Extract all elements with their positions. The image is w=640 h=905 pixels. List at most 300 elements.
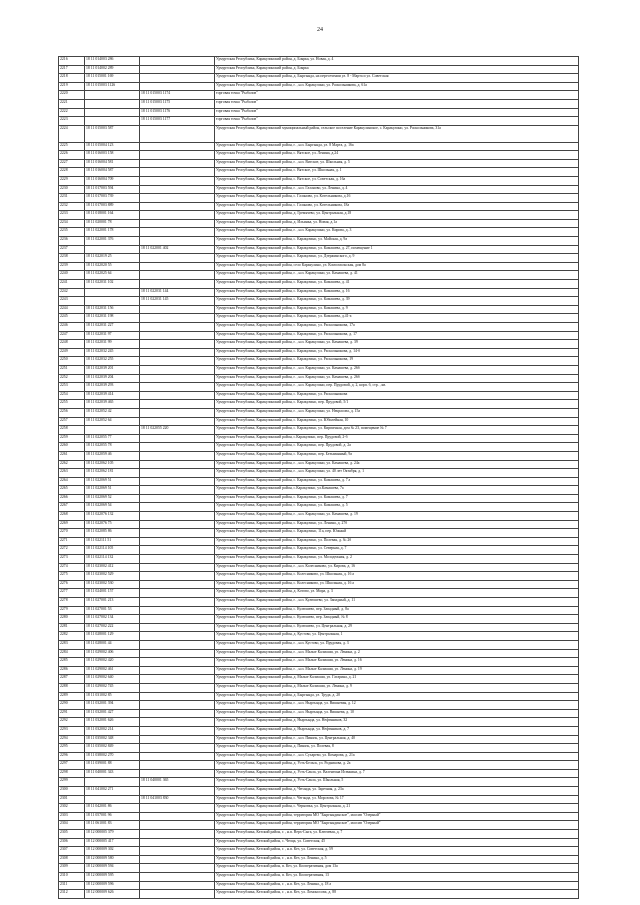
address-cell: Удмуртская Республика, Каракулинский район, с. Каракулино, ул. Камашева, д. 5 bbox=[215, 503, 579, 512]
secondary-cadastral-cell bbox=[140, 683, 215, 692]
address-cell: Удмуртская Республика, Каракулинский район, с. Каракулино, ул. Камашева, д. 27, помещение 1 bbox=[215, 245, 579, 254]
address-cell: Удмуртская Республика, Каракулинский район, д. Усть-Сакла, ул. Школьная, 5 bbox=[215, 778, 579, 787]
table-row bbox=[59, 211, 579, 220]
table-row bbox=[59, 537, 579, 546]
address-cell: Удмуртская Республика, Каракулинский район, с. Кулюшево, ул. Центральная, д. 29 bbox=[215, 623, 579, 632]
address-cell: Удмуртская Республика, Кезский район, г. , н.п. Кез, ул. Ленина, д. 18 а bbox=[215, 881, 579, 890]
cadastral-number-cell: 18 11 015004 123 bbox=[85, 142, 140, 151]
cadastral-number-cell: 18 11 039001 88 bbox=[85, 761, 140, 770]
address-cell: Удмуртская Республика, Кезский район, г. , н.п. Верх-Сыга, ул. Ключевая, д. 7 bbox=[215, 830, 579, 839]
cadastral-number-cell: 18 11 022039 201 bbox=[85, 365, 140, 374]
secondary-cadastral-cell bbox=[140, 340, 215, 349]
registry-table-body bbox=[59, 57, 579, 899]
secondary-cadastral-cell bbox=[140, 391, 215, 400]
cadastral-number-cell: 18 11 017003 594 bbox=[85, 185, 140, 194]
secondary-cadastral-cell bbox=[140, 821, 215, 830]
table-row bbox=[59, 365, 579, 374]
row-number-cell: 2278 bbox=[59, 598, 85, 607]
row-number-cell: 2296 bbox=[59, 752, 85, 761]
row-number-cell: 2219 bbox=[59, 82, 85, 91]
cadastral-number-cell: 18 12 000009 594 bbox=[85, 864, 140, 873]
address-cell: Удмуртская Республика, Каракулинский район, с. Каракулино, ул. Камашева, д. 7 bbox=[215, 494, 579, 503]
address-cell: Удмуртская Республика, Каракулинский район, с. Каракулино, ул. Северная, д. 7 bbox=[215, 546, 579, 555]
table-row bbox=[59, 572, 579, 581]
secondary-cadastral-cell bbox=[140, 185, 215, 194]
secondary-cadastral-cell bbox=[140, 752, 215, 761]
cadastral-number-cell: 18 12 000009 626 bbox=[85, 890, 140, 899]
cadastral-number-cell: 18 11 022114 105 bbox=[85, 546, 140, 555]
cadastral-number-cell: 18 11 028001 44 bbox=[85, 640, 140, 649]
row-number-cell: 2295 bbox=[59, 744, 85, 753]
row-number-cell: 2281 bbox=[59, 623, 85, 632]
cadastral-number-cell bbox=[85, 288, 140, 297]
cadastral-number-cell: 18 11 022062 181 bbox=[85, 469, 140, 478]
address-cell: Удмуртская Республика, Кезский район, п. Кез, ул. Кооперативная, 13 bbox=[215, 873, 579, 882]
secondary-cadastral-cell bbox=[140, 735, 215, 744]
address-cell: Удмуртская Республика, Каракулинский район, д. Малые Калмаши, ул. Ленина, д. 9 bbox=[215, 683, 579, 692]
secondary-cadastral-cell bbox=[140, 537, 215, 546]
secondary-cadastral-cell bbox=[140, 812, 215, 821]
address-cell: торговая точка "Рыболов" bbox=[215, 91, 579, 100]
secondary-cadastral-cell bbox=[140, 632, 215, 641]
secondary-cadastral-cell bbox=[140, 159, 215, 168]
secondary-cadastral-cell bbox=[140, 572, 215, 581]
secondary-cadastral-cell: 18 11 015003 1174 bbox=[140, 91, 215, 100]
table-row bbox=[59, 469, 579, 478]
table-row bbox=[59, 348, 579, 357]
row-number-cell: 2221 bbox=[59, 99, 85, 108]
row-number-cell: 2253 bbox=[59, 383, 85, 392]
address-cell: Удмуртская Республика, Каракулинский район, г. , н.п. Ныргында, ул. Вишнева, д. 10 bbox=[215, 709, 579, 718]
address-cell: Удмуртская Республика, Каракулинский район, с. Каракулино, ул. Раскольникова, 17а bbox=[215, 323, 579, 332]
row-number-cell: 2226 bbox=[59, 151, 85, 160]
row-number-cell: 2223 bbox=[59, 117, 85, 126]
secondary-cadastral-cell bbox=[140, 176, 215, 185]
row-number-cell: 2271 bbox=[59, 537, 85, 546]
cadastral-number-cell: 18 11 032002 214 bbox=[85, 726, 140, 735]
row-number-cell: 2302 bbox=[59, 804, 85, 813]
address-cell: Удмуртская Республика, Каракулинский район, г. , н.п. Ныргында, ул. Вишневая, д. 12 bbox=[215, 701, 579, 710]
cadastral-number-cell: 18 11 022001 178 bbox=[85, 228, 140, 237]
row-number-cell: 2220 bbox=[59, 91, 85, 100]
cadastral-number-cell: 18 11 035002 348 bbox=[85, 735, 140, 744]
cadastral-number-cell bbox=[85, 108, 140, 117]
table-row bbox=[59, 847, 579, 856]
row-number-cell: 2256 bbox=[59, 408, 85, 417]
address-cell: Удмуртская Республика, Каракулинский район, д. Усть-Сакла, ул. Валентина Исенкина, д. 7 bbox=[215, 769, 579, 778]
address-cell: Удмуртская Республика, Каракулинский район, территория МО "Быргындинское", массив "Озерный" bbox=[215, 812, 579, 821]
secondary-cadastral-cell bbox=[140, 211, 215, 220]
address-cell: торговая точка "Рыболов" bbox=[215, 117, 579, 126]
table-row bbox=[59, 460, 579, 469]
cadastral-number-cell bbox=[85, 778, 140, 787]
row-number-cell: 2270 bbox=[59, 529, 85, 538]
table-row bbox=[59, 426, 579, 435]
cadastral-number-cell: 18 11 023002 412 bbox=[85, 563, 140, 572]
row-number-cell: 2269 bbox=[59, 520, 85, 529]
row-number-cell: 2222 bbox=[59, 108, 85, 117]
table-row bbox=[59, 649, 579, 658]
row-number-cell: 2286 bbox=[59, 666, 85, 675]
secondary-cadastral-cell bbox=[140, 563, 215, 572]
address-cell: торговая точка "Рыболов" bbox=[215, 108, 579, 117]
table-row bbox=[59, 99, 579, 108]
table-row bbox=[59, 237, 579, 246]
address-cell: Удмуртская Республика, Каракулинский район, с. Кулюшево, пер. Западный, № 8 bbox=[215, 615, 579, 624]
row-number-cell: 2274 bbox=[59, 563, 85, 572]
table-row bbox=[59, 323, 579, 332]
address-cell: Удмуртская Республика, Каракулинский район, с. Каракулино, ул. Камашева, д. 7 а bbox=[215, 477, 579, 486]
address-cell: Удмуртская Республика, Каракулинский район, г. , н.п. Каракулино, ул. Камашева, д. 19 bbox=[215, 512, 579, 521]
row-number-cell: 2247 bbox=[59, 331, 85, 340]
table-row bbox=[59, 383, 579, 392]
row-number-cell: 2263 bbox=[59, 469, 85, 478]
table-row bbox=[59, 443, 579, 452]
cadastral-number-cell: 18 11 022039 465 bbox=[85, 400, 140, 409]
cadastral-number-cell: 18 11 042001 86 bbox=[85, 804, 140, 813]
table-row bbox=[59, 864, 579, 873]
table-row bbox=[59, 176, 579, 185]
secondary-cadastral-cell bbox=[140, 838, 215, 847]
secondary-cadastral-cell bbox=[140, 443, 215, 452]
row-number-cell: 2259 bbox=[59, 434, 85, 443]
cadastral-number-cell: 18 11 022031 99 bbox=[85, 340, 140, 349]
table-row bbox=[59, 873, 579, 882]
secondary-cadastral-cell bbox=[140, 640, 215, 649]
row-number-cell: 2265 bbox=[59, 486, 85, 495]
secondary-cadastral-cell bbox=[140, 254, 215, 263]
table-row bbox=[59, 82, 579, 91]
row-number-cell: 2310 bbox=[59, 873, 85, 882]
row-number-cell: 2293 bbox=[59, 726, 85, 735]
secondary-cadastral-cell: 18 11 015003 1177 bbox=[140, 117, 215, 126]
table-row bbox=[59, 675, 579, 684]
table-row bbox=[59, 512, 579, 521]
cadastral-number-cell: 18 11 022069 54 bbox=[85, 503, 140, 512]
cadastral-number-cell: 18 12 000005 417 bbox=[85, 838, 140, 847]
secondary-cadastral-cell bbox=[140, 228, 215, 237]
secondary-cadastral-cell bbox=[140, 787, 215, 796]
address-cell: Удмуртская Республика, Каракулинский муниципальный район, сельское поселение Каракулинское, с. Каракулино, ул. Раскольникова, 31а bbox=[215, 125, 579, 142]
cadastral-number-cell: 18 11 022025 64 bbox=[85, 271, 140, 280]
address-cell: Удмуртская Республика, Кезский район, г. , н.п. Кез, ул. Советская, д. 59 bbox=[215, 847, 579, 856]
cadastral-number-cell: 18 11 022055 78 bbox=[85, 443, 140, 452]
cadastral-number-cell: 18 11 014003 286 bbox=[85, 57, 140, 66]
row-number-cell: 2236 bbox=[59, 237, 85, 246]
secondary-cadastral-cell: 18 11 022055 220 bbox=[140, 426, 215, 435]
secondary-cadastral-cell bbox=[140, 151, 215, 160]
row-number-cell: 2297 bbox=[59, 761, 85, 770]
row-number-cell: 2303 bbox=[59, 812, 85, 821]
table-row bbox=[59, 718, 579, 727]
address-cell: Удмуртская Республика, Каракулинский район, г. , н.п. Малые Калмаши, ул. Ленина, д. 2 bbox=[215, 649, 579, 658]
address-cell: Удмуртская Республика, Каракулинский район, г. , н.п. Колесниково, ул. Кирова, д. 16 bbox=[215, 563, 579, 572]
secondary-cadastral-cell bbox=[140, 589, 215, 598]
address-cell: Удмуртская Республика, Каракулинский район, д. Усть-Бельск, ул. Родникова, д. 2а bbox=[215, 761, 579, 770]
table-row bbox=[59, 340, 579, 349]
secondary-cadastral-cell bbox=[140, 649, 215, 658]
secondary-cadastral-cell bbox=[140, 615, 215, 624]
cadastral-number-cell bbox=[85, 426, 140, 435]
table-row bbox=[59, 821, 579, 830]
cadastral-number-cell: 18 11 040001 343 bbox=[85, 769, 140, 778]
secondary-cadastral-cell bbox=[140, 512, 215, 521]
secondary-cadastral-cell bbox=[140, 469, 215, 478]
row-number-cell: 2238 bbox=[59, 254, 85, 263]
cadastral-number-cell bbox=[85, 99, 140, 108]
secondary-cadastral-cell: 18 11 022031 145 bbox=[140, 297, 215, 306]
table-row bbox=[59, 185, 579, 194]
row-number-cell: 2227 bbox=[59, 159, 85, 168]
cadastral-number-cell: 18 11 061001 83 bbox=[85, 821, 140, 830]
address-cell: Удмуртская Республика, Каракулинский район, г. , н.п. Каракулино, ул. Некрасова, д. 15а bbox=[215, 408, 579, 417]
row-number-cell: 2309 bbox=[59, 864, 85, 873]
address-cell: Удмуртская Республика, Кезский район, г. , н.п. Кез, ул. Ломоносова, д. 88 bbox=[215, 890, 579, 899]
table-row bbox=[59, 555, 579, 564]
address-cell: Удмуртская Республика, Каракулинский район, д. Кустово, ул. Центральная, 1 bbox=[215, 632, 579, 641]
table-row bbox=[59, 666, 579, 675]
table-row bbox=[59, 546, 579, 555]
cadastral-number-cell: 18 11 031002 85 bbox=[85, 692, 140, 701]
secondary-cadastral-cell bbox=[140, 580, 215, 589]
cadastral-number-cell: 18 11 022031 102 bbox=[85, 280, 140, 289]
table-row bbox=[59, 202, 579, 211]
secondary-cadastral-cell bbox=[140, 606, 215, 615]
secondary-cadastral-cell bbox=[140, 82, 215, 91]
table-row bbox=[59, 159, 579, 168]
row-number-cell: 2216 bbox=[59, 57, 85, 66]
address-cell: Удмуртская Республика, Каракулинский район, д. Боярка bbox=[215, 65, 579, 74]
row-number-cell: 2306 bbox=[59, 838, 85, 847]
table-row bbox=[59, 778, 579, 787]
cadastral-number-cell: 18 11 022039 293 bbox=[85, 383, 140, 392]
cadastral-number-cell: 18 11 024001 157 bbox=[85, 589, 140, 598]
address-cell: Удмуртская Республика, Каракулинский район, д. Гремячево, ул. Центральная, д.18 bbox=[215, 211, 579, 220]
table-row bbox=[59, 391, 579, 400]
table-row bbox=[59, 632, 579, 641]
table-row bbox=[59, 297, 579, 306]
row-number-cell: 2266 bbox=[59, 494, 85, 503]
row-number-cell: 2312 bbox=[59, 890, 85, 899]
address-cell: Удмуртская Республика, Каракулинский район, г. , н.п. Малые Калмаши, ул. Ленина, д. 19 bbox=[215, 666, 579, 675]
secondary-cadastral-cell bbox=[140, 623, 215, 632]
table-row bbox=[59, 288, 579, 297]
row-number-cell: 2279 bbox=[59, 606, 85, 615]
address-cell: Удмуртская Республика, Каракулинский район, д. Малые Калмаши, ул. Гагарина, д. 21 bbox=[215, 675, 579, 684]
cadastral-number-cell: 18 11 015003 1126 bbox=[85, 82, 140, 91]
cadastral-number-cell: 18 11 022001 376 bbox=[85, 237, 140, 246]
row-number-cell: 2251 bbox=[59, 365, 85, 374]
row-number-cell: 2217 bbox=[59, 65, 85, 74]
secondary-cadastral-cell: 18 11 022001 402 bbox=[140, 245, 215, 254]
row-number-cell: 2298 bbox=[59, 769, 85, 778]
table-row bbox=[59, 520, 579, 529]
secondary-cadastral-cell bbox=[140, 125, 215, 142]
row-number-cell: 2261 bbox=[59, 451, 85, 460]
cadastral-number-cell: 18 11 032001 427 bbox=[85, 709, 140, 718]
row-number-cell: 2282 bbox=[59, 632, 85, 641]
cadastral-number-cell: 18 11 027001 53 bbox=[85, 606, 140, 615]
row-number-cell: 2288 bbox=[59, 683, 85, 692]
cadastral-number-cell: 18 11 022076 132 bbox=[85, 512, 140, 521]
cadastral-number-cell: 18 11 022031 97 bbox=[85, 331, 140, 340]
table-row bbox=[59, 477, 579, 486]
address-cell: Удмуртская Республика, Каракулинский район, с.Каракулино, ул.Камашева, 7а bbox=[215, 486, 579, 495]
cadastral-number-cell: 18 11 016004 709 bbox=[85, 176, 140, 185]
secondary-cadastral-cell bbox=[140, 675, 215, 684]
row-number-cell: 2277 bbox=[59, 589, 85, 598]
address-cell: Удмуртская Республика, Каракулинский район, д. Ныргында, ул. Нефтяников, д. 7 bbox=[215, 726, 579, 735]
secondary-cadastral-cell bbox=[140, 718, 215, 727]
address-cell: Удмуртская Республика, Каракулинский район, с. Каракулино, ул. Ленина, д. 27б bbox=[215, 520, 579, 529]
address-cell: Удмуртская Республика, Каракулинский район, с. Каракулино, пер. Прудовой, 5/1 bbox=[215, 400, 579, 409]
secondary-cadastral-cell bbox=[140, 451, 215, 460]
address-cell: Удмуртская Республика, Каракулинский район, д. Котово, ул. Мира, д. 3 bbox=[215, 589, 579, 598]
address-cell: Удмуртская Республика, Каракулинский район, с. Вятское, ул. Ленина, д.24 bbox=[215, 151, 579, 160]
secondary-cadastral-cell bbox=[140, 400, 215, 409]
cadastral-number-cell: 18 11 016003 158 bbox=[85, 151, 140, 160]
row-number-cell: 2225 bbox=[59, 142, 85, 151]
address-cell: Удмуртская Республика, Каракулинский район, с. Каракулино, 11а, пер. Южный bbox=[215, 529, 579, 538]
address-cell: Удмуртская Республика, Каракулинский район, г. , н.п. Быргында, ул. 8 Марта, д. 16а bbox=[215, 142, 579, 151]
cadastral-number-cell: 18 11 016004 581 bbox=[85, 159, 140, 168]
address-cell: Удмуртская Республика, Каракулинский район, с. Каракулино, ул. Кирпичная, дом № 23, помещение № 7 bbox=[215, 426, 579, 435]
cadastral-number-cell: 18 11 017003 889 bbox=[85, 202, 140, 211]
cadastral-number-cell: 18 11 020001 78 bbox=[85, 219, 140, 228]
table-row bbox=[59, 787, 579, 796]
row-number-cell: 2229 bbox=[59, 176, 85, 185]
address-cell: Удмуртская Республика, Каракулинский район, с. Каракулино, ул. Камашева, д.41-а bbox=[215, 314, 579, 323]
secondary-cadastral-cell bbox=[140, 331, 215, 340]
table-row bbox=[59, 855, 579, 864]
table-row bbox=[59, 658, 579, 667]
row-number-cell: 2234 bbox=[59, 219, 85, 228]
secondary-cadastral-cell bbox=[140, 365, 215, 374]
row-number-cell: 2283 bbox=[59, 640, 85, 649]
row-number-cell: 2301 bbox=[59, 795, 85, 804]
cadastral-number-cell: 18 11 022032 245 bbox=[85, 348, 140, 357]
secondary-cadastral-cell bbox=[140, 666, 215, 675]
table-row bbox=[59, 726, 579, 735]
table-row bbox=[59, 142, 579, 151]
table-row bbox=[59, 795, 579, 804]
cadastral-number-cell: 18 11 022076 75 bbox=[85, 520, 140, 529]
row-number-cell: 2276 bbox=[59, 580, 85, 589]
cadastral-number-cell bbox=[85, 91, 140, 100]
table-row bbox=[59, 65, 579, 74]
cadastral-number-cell: 18 11 027002 134 bbox=[85, 615, 140, 624]
address-cell: Удмуртская Республика, Каракулинский район, с. Каракулино, ул. Раскольникова, д. 14-б bbox=[215, 348, 579, 357]
secondary-cadastral-cell bbox=[140, 658, 215, 667]
secondary-cadastral-cell: 18 11 015003 1175 bbox=[140, 99, 215, 108]
cadastral-number-cell: 18 11 022055 77 bbox=[85, 434, 140, 443]
cadastral-number-cell: 18 11 022085 86 bbox=[85, 529, 140, 538]
secondary-cadastral-cell bbox=[140, 142, 215, 151]
table-row bbox=[59, 314, 579, 323]
row-number-cell: 2275 bbox=[59, 572, 85, 581]
table-row bbox=[59, 434, 579, 443]
secondary-cadastral-cell bbox=[140, 692, 215, 701]
table-row bbox=[59, 117, 579, 126]
cadastral-number-cell: 18 11 022062 105 bbox=[85, 460, 140, 469]
secondary-cadastral-cell bbox=[140, 890, 215, 899]
table-row bbox=[59, 563, 579, 572]
row-number-cell: 2258 bbox=[59, 426, 85, 435]
address-cell: Удмуртская Республика, Каракулинский район, с. Каракулино, ул. Раскольникова bbox=[215, 391, 579, 400]
cadastral-number-cell: 18 11 032001 626 bbox=[85, 718, 140, 727]
cadastral-number-cell: 18 12 000005 379 bbox=[85, 830, 140, 839]
secondary-cadastral-cell bbox=[140, 271, 215, 280]
table-row bbox=[59, 74, 579, 83]
cadastral-number-cell: 18 12 000009 596 bbox=[85, 881, 140, 890]
address-cell: Удмуртская Республика, Каракулинский район, г. , н.п. Каракулино, ул. 40 лет Октября, д. 1 bbox=[215, 469, 579, 478]
row-number-cell: 2294 bbox=[59, 735, 85, 744]
table-row bbox=[59, 168, 579, 177]
table-row bbox=[59, 228, 579, 237]
row-number-cell: 2304 bbox=[59, 821, 85, 830]
table-row bbox=[59, 357, 579, 366]
address-cell: Удмуртская Республика, Каракулинский район, г. , н.п. Каракулино, ул. Камашева, д. 26б bbox=[215, 374, 579, 383]
row-number-cell: 2289 bbox=[59, 692, 85, 701]
cadastral-number-cell: 18 11 022111 51 bbox=[85, 537, 140, 546]
address-cell: Удмуртская Республика, Каракулинский район, г. , н.п. Каракулино, пер. Прудовой, д. 2, корп. б, стр. , кв. bbox=[215, 383, 579, 392]
row-number-cell: 2228 bbox=[59, 168, 85, 177]
cadastral-number-cell: 18 11 057001 96 bbox=[85, 812, 140, 821]
cadastral-number-cell: 18 11 022039 414 bbox=[85, 391, 140, 400]
cadastral-number-cell: 18 11 029002 406 bbox=[85, 649, 140, 658]
cadastral-number-cell: 18 11 029002 745 bbox=[85, 683, 140, 692]
row-number-cell: 2260 bbox=[59, 443, 85, 452]
table-row bbox=[59, 125, 579, 142]
secondary-cadastral-cell bbox=[140, 348, 215, 357]
address-cell: Удмуртская Республика, Кезский район, п. Кез, ул. Кооперативная, дом 13а bbox=[215, 864, 579, 873]
row-number-cell: 2244 bbox=[59, 305, 85, 314]
secondary-cadastral-cell bbox=[140, 761, 215, 770]
secondary-cadastral-cell bbox=[140, 374, 215, 383]
table-row bbox=[59, 451, 579, 460]
address-cell: Удмуртская Республика, Каракулинский район, г. , н.п. Кулюшево, ул. Западный, д. 11 bbox=[215, 598, 579, 607]
address-cell: Удмуртская Республика, Каракулинский район, г. , н.п. Каракулино, ул. Камашева, д. 41 bbox=[215, 271, 579, 280]
row-number-cell: 2230 bbox=[59, 185, 85, 194]
cadastral-number-cell: 18 11 041002 271 bbox=[85, 787, 140, 796]
address-cell: Удмуртская Республика, Каракулинский район, д. Ильинка, ул. Новая, д.1а bbox=[215, 219, 579, 228]
table-row bbox=[59, 151, 579, 160]
table-row bbox=[59, 838, 579, 847]
address-cell: Удмуртская Республика, Каракулинский район, г. , н.п. Каракулино, ул. Раскольникова, д. 61а bbox=[215, 82, 579, 91]
row-number-cell: 2308 bbox=[59, 855, 85, 864]
row-number-cell: 2287 bbox=[59, 675, 85, 684]
address-cell: Удмуртская Республика, Каракулинский район, г. , н.п. Пинязь, ул. Центральная, д. 40 bbox=[215, 735, 579, 744]
row-number-cell: 2252 bbox=[59, 374, 85, 383]
address-cell: Удмуртская Республика, Каракулинский район, д. Ныргында, ул. Нефтяников, 32 bbox=[215, 718, 579, 727]
address-cell: Удмуртская Республика, Каракулинский район, с. Каракулино, ул. Камашева, д. 9 bbox=[215, 305, 579, 314]
row-number-cell: 2249 bbox=[59, 348, 85, 357]
address-cell: Удмуртская Республика, Каракулинский район, с. Каракулино, ул. Раскольникова, д. 17 bbox=[215, 331, 579, 340]
secondary-cadastral-cell bbox=[140, 194, 215, 203]
secondary-cadastral-cell bbox=[140, 744, 215, 753]
cadastral-number-cell: 18 11 032001 394 bbox=[85, 701, 140, 710]
cadastral-number-cell: 18 11 023002 530 bbox=[85, 580, 140, 589]
cadastral-number-cell: 18 11 022032 255 bbox=[85, 357, 140, 366]
secondary-cadastral-cell bbox=[140, 873, 215, 882]
address-cell: Удмуртская Республика, Каракулинский район, г. , н.п. Вятское, ул. Школьная, д. 5 bbox=[215, 159, 579, 168]
table-row bbox=[59, 57, 579, 66]
row-number-cell: 2264 bbox=[59, 477, 85, 486]
cadastral-number-cell: 18 11 015001 169 bbox=[85, 74, 140, 83]
address-cell: Удмуртская Республика, Каракулинский район, территория МО "Быргындинское", массив "Озерный" bbox=[215, 821, 579, 830]
secondary-cadastral-cell bbox=[140, 434, 215, 443]
cadastral-number-cell: 18 11 035002 849 bbox=[85, 744, 140, 753]
